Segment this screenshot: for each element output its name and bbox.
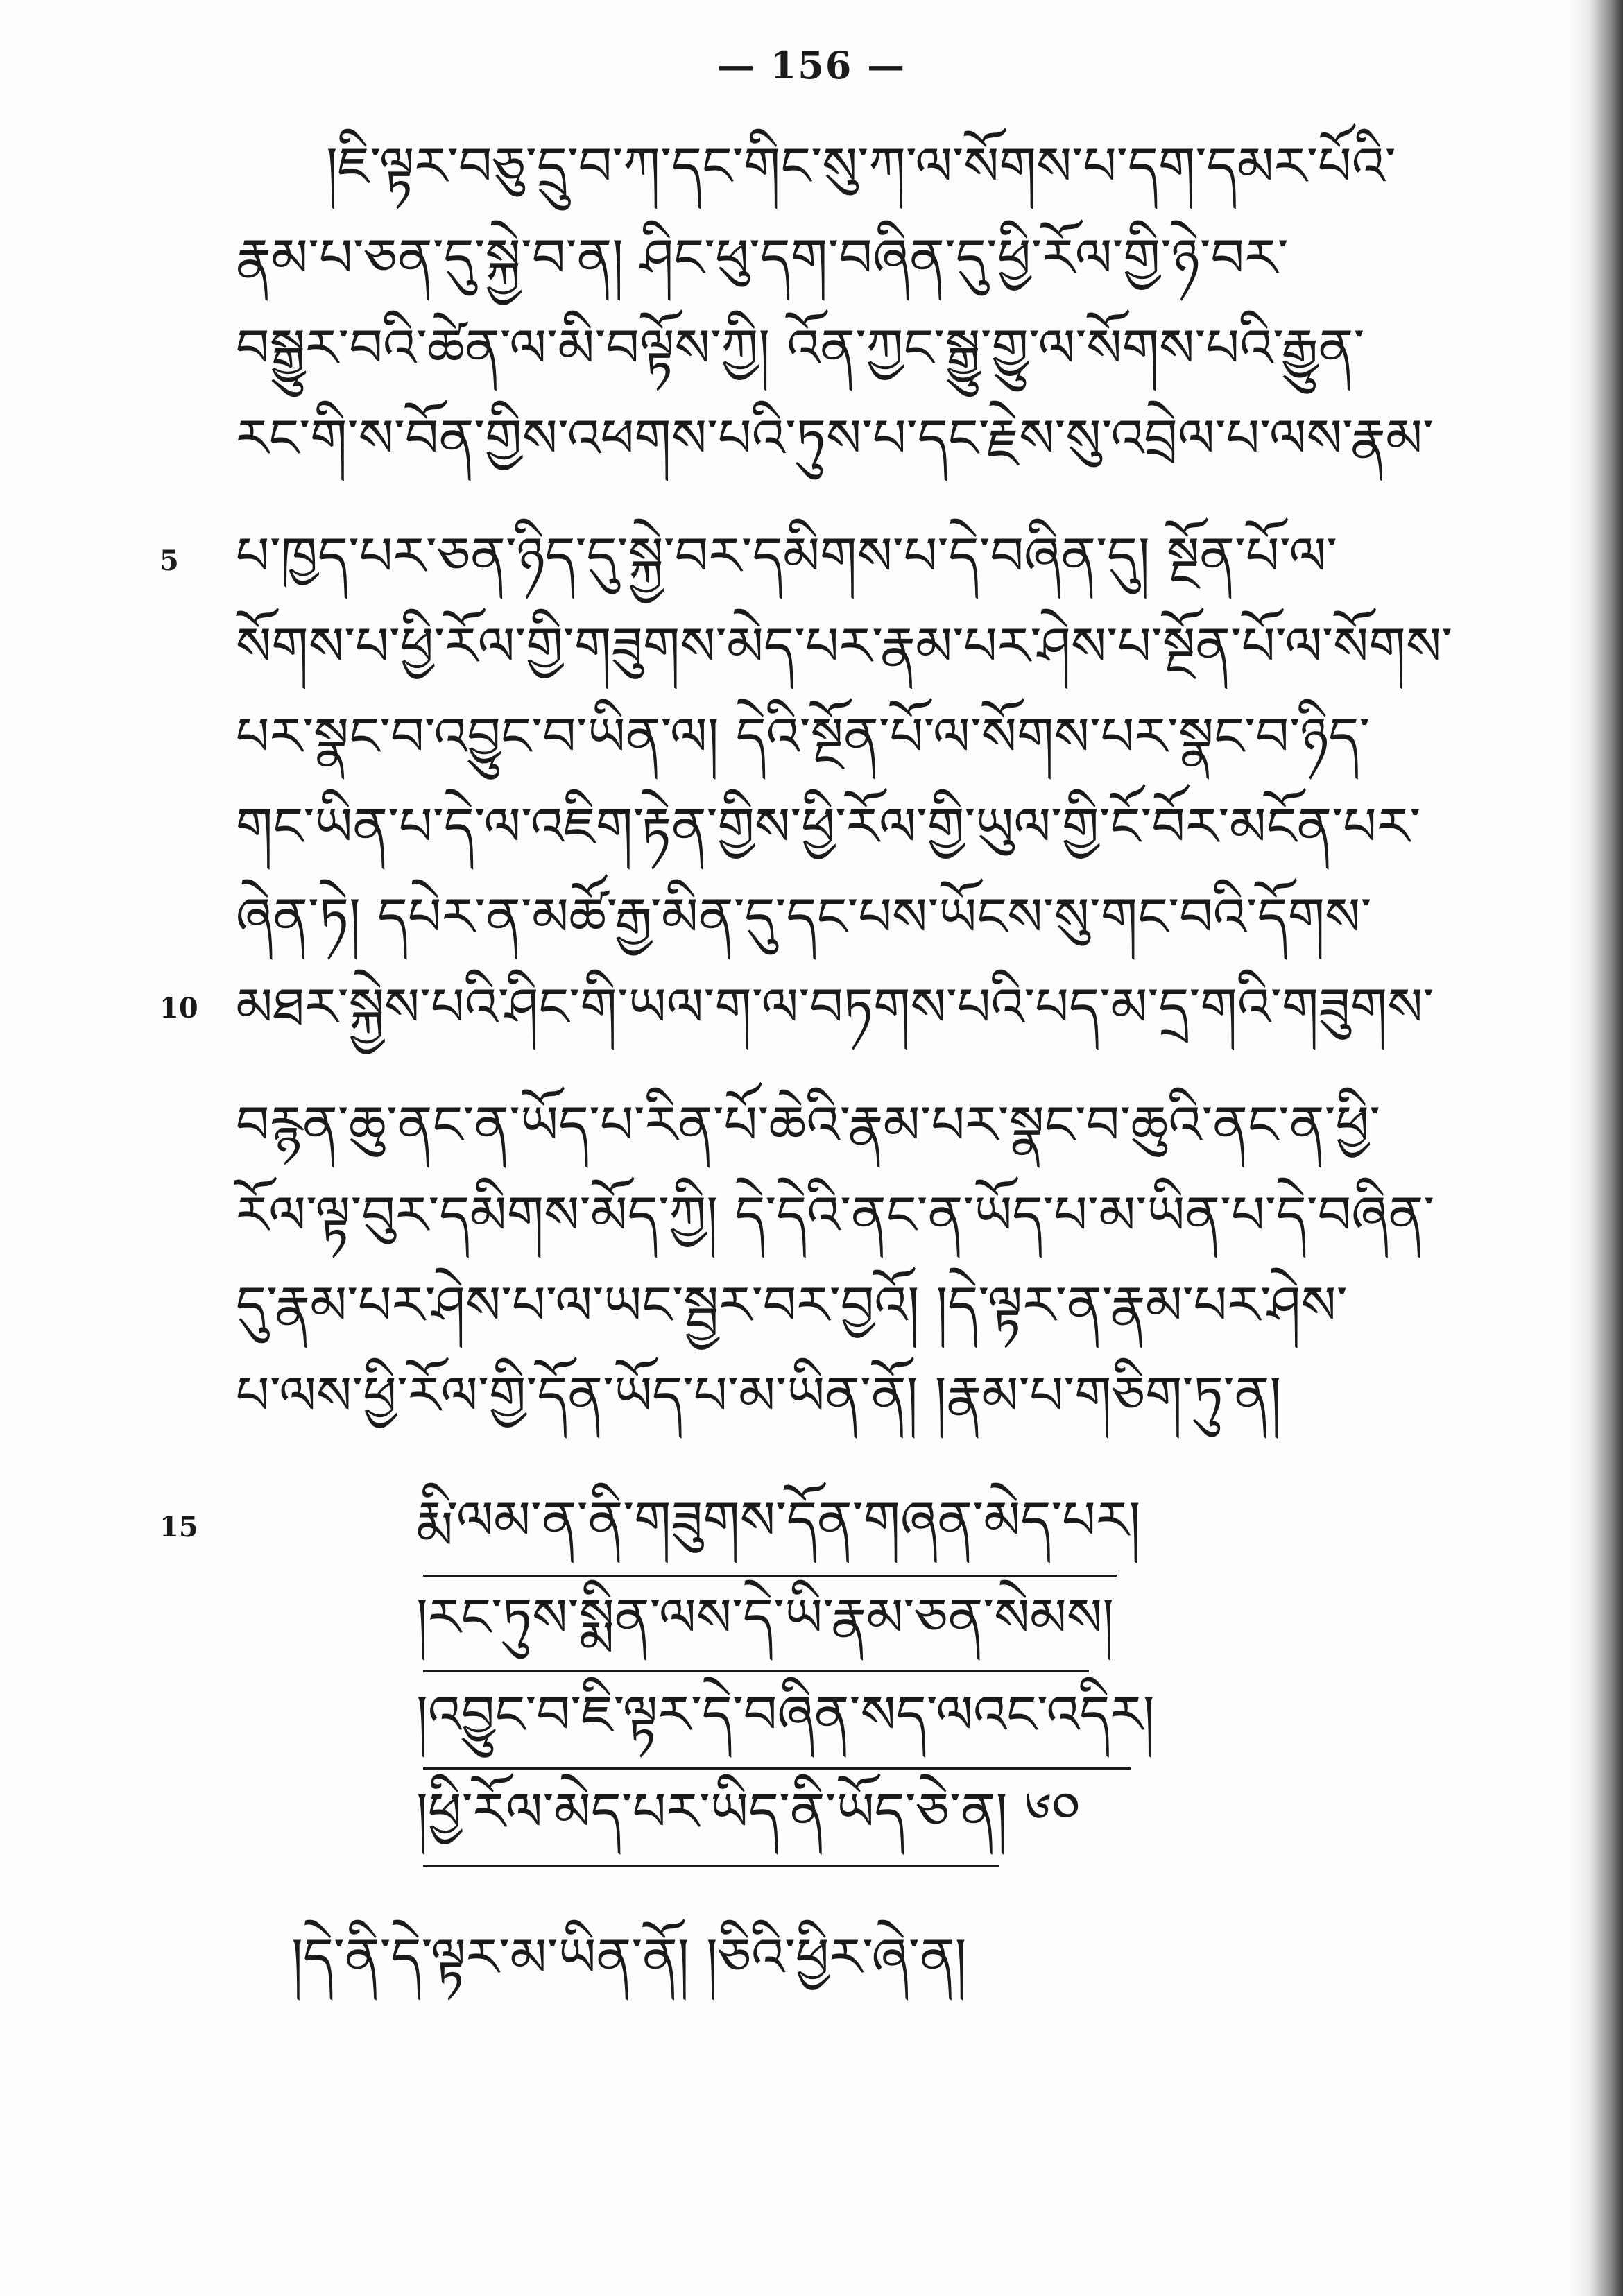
prose-line: རྣམ་པ་ཅན་དུ་སྐྱེ་བ་ན། ཤིང་ཕུ་དག་བཞིན་དུ་ཕྱི་རོལ་གྱི་ཉེ་བར་ [236, 227, 1289, 289]
prose-line: ཞེན་ཏེ། དཔེར་ན་མཚོ་རྒྱ་མིན་དུ་དང་པས་ཡོངས་སུ་གང་བའི་དོགས་ [236, 886, 1372, 948]
line-number: 15 [160, 1511, 198, 1543]
prose-line: པ་ཁྱད་པར་ཅན་ཉིད་དུ་སྐྱེ་བར་དམིགས་པ་དེ་བཞིན་དུ། སྔོན་པོ་ལ་ [236, 525, 1338, 587]
prose-line: གང་ཡིན་པ་དེ་ལ་འཇིག་རྟེན་གྱིས་ཕྱི་རོལ་གྱི་ཡུལ་གྱི་ངོ་བོར་མངོན་པར་ [236, 796, 1421, 857]
prose-line: མཐར་སྐྱེས་པའི་ཤིང་གི་ཡལ་ག་ལ་བཏགས་པའི་པད་མ་དྲ་གའི་གཟུགས་ [236, 976, 1434, 1038]
line-number: 5 [160, 545, 179, 577]
prose-line: བརྙན་ཆུ་ནང་ན་ཡོད་པ་རིན་པོ་ཆེའི་རྣམ་པར་སྣང་བ་ཆུའི་ནང་ན་ཕྱི་ [236, 1094, 1381, 1156]
verse-underline [423, 1767, 1131, 1770]
page-number: — 156 — [716, 43, 907, 87]
prose-line: །ཇི་ལྟར་བཅུ་དྲུ་བ་ཀ་དང་གིང་སུ་ཀ་ལ་སོགས་པ་དག་དམར་པོའི་ [326, 135, 1396, 197]
verse-underline [423, 1865, 999, 1867]
verse-line: རྨི་ལམ་ན་ནི་གཟུགས་དོན་གཞན་མེད་པར། [416, 1489, 1141, 1551]
verse-line: །ཕྱི་རོལ་མེད་པར་ཡིད་ནི་ཡོད་ཅེ་ན། ༦༠ [416, 1781, 1081, 1842]
prose-line: དུ་རྣམ་པར་ཤེས་པ་ལ་ཡང་སྦྱར་བར་བྱའོ། །དེ་ལྟར་ན་རྣམ་པར་ཤེས་ [236, 1274, 1348, 1336]
closing-line: །དེ་ནི་དེ་ལྟར་མ་ཡིན་ནོ། །ཅིའི་ཕྱིར་ཞེ་ན། [291, 1926, 967, 1988]
verse-line: །འབྱུང་བ་ཇི་ལྟར་དེ་བཞིན་སད་ལའང་འདིར། [416, 1684, 1155, 1745]
prose-line: རང་གི་ས་བོན་གྱིས་འཕགས་པའི་ཏུས་པ་དང་རྗེས་སུ་འབྲེལ་པ་ལས་རྣམ་ [236, 407, 1434, 469]
prose-line: བསྒྱུར་བའི་ཚེན་ལ་མི་བལྟོས་ཀྱི། འོན་ཀྱང་སྒྱུ་གྱུ་ལ་སོགས་པའི་རྒྱུན་ [236, 317, 1365, 379]
prose-line: པ་ལས་ཕྱི་རོལ་གྱི་དོན་ཡོད་པ་མ་ཡིན་ནོ། །རྣམ་པ་གཅིག་ཏུ་ན། [236, 1364, 1282, 1426]
verse-underline [423, 1575, 1117, 1577]
book-binding-shadow [1568, 0, 1623, 2296]
line-number: 10 [160, 992, 198, 1025]
prose-line: པར་སྣང་བ་འབྱུང་བ་ཡིན་ལ། དེའི་སྔོན་པོ་ལ་སོགས་པར་སྣང་བ་ཉིད་ [236, 705, 1371, 767]
verse-underline [423, 1670, 1089, 1672]
prose-line: སོགས་པ་ཕྱི་རོལ་གྱི་གཟུགས་མེད་པར་རྣམ་པར་ཤེས་པ་སྔོན་པོ་ལ་སོགས་ [236, 615, 1453, 677]
verse-line: །རང་ཏུས་སྨིན་ལས་དེ་ཡི་རྣམ་ཅན་སེམས། [416, 1586, 1115, 1648]
prose-line: རོལ་ལྟ་བུར་དམིགས་མོད་ཀྱི། དེ་དེའི་ནང་ན་ཡོད་པ་མ་ཡིན་པ་དེ་བཞིན་ [236, 1184, 1435, 1246]
